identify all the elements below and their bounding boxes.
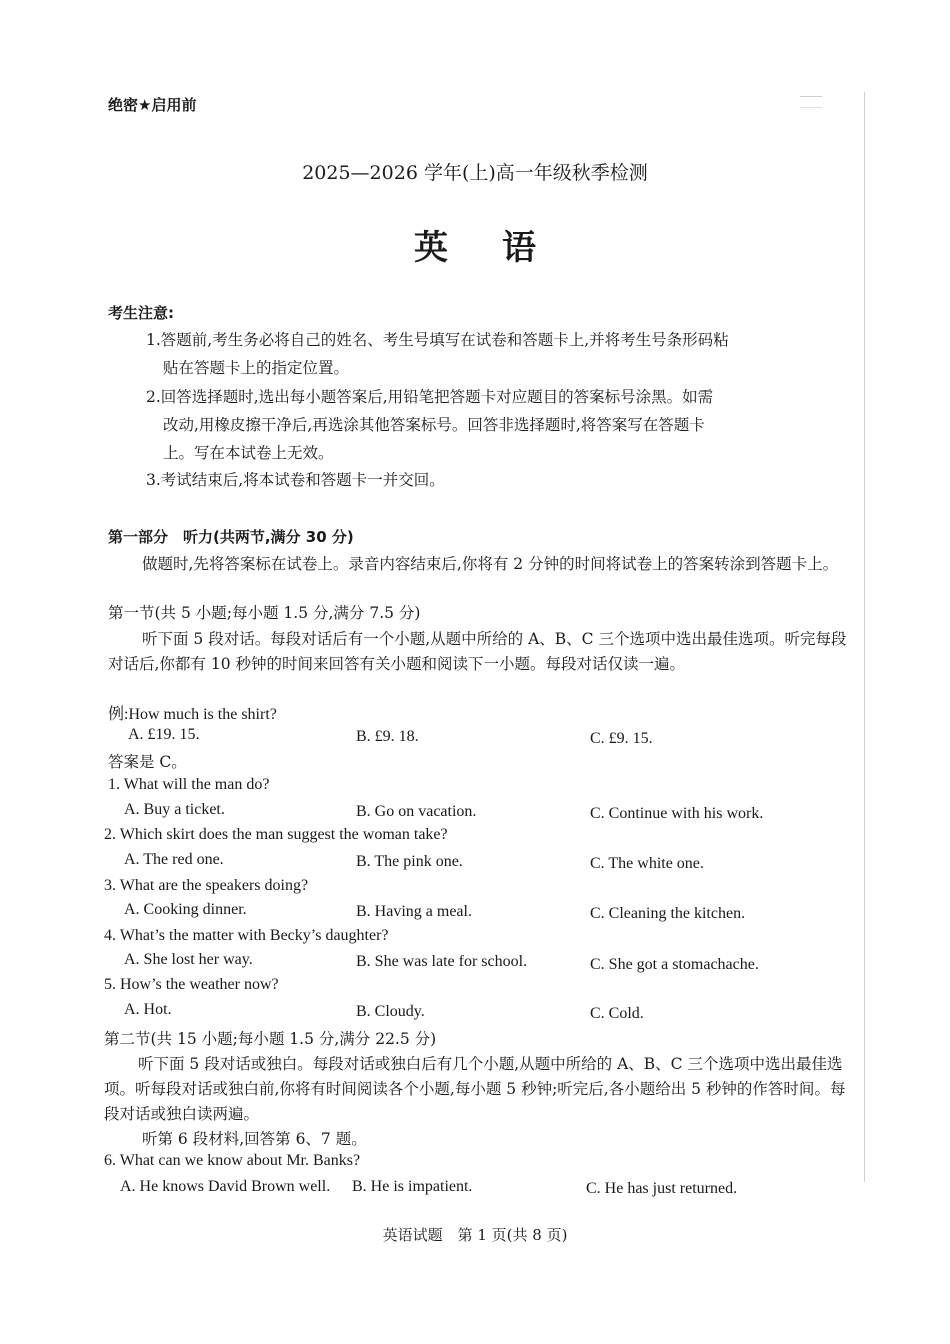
part1-intro: 做题时,先将答案标在试卷上。录音内容结束后,你将有 2 分钟的时间将试卷上的答案转涂到答题卡上。	[142, 555, 839, 573]
section2-heading: 第二节(共 15 小题;每小题 1.5 分,满分 22.5 分)	[104, 1030, 437, 1048]
q2-option-a: A. The red one.	[124, 851, 224, 868]
section2-intro: 听下面 5 段对话或独白。每段对话或独白后有几个小题,从题中所给的 A、B、C 三个选项中选出最佳选项。听每段对话或独白前,你将有时间阅读各个小题,每小题 5 秒钟;听完后,各小题给出 5 秒钟的作答时间。每段对话或独白读两遍。	[104, 1055, 846, 1123]
notice-cont-2: 上。写在本试卷上无效。	[163, 444, 334, 462]
example-option-a: A. £19. 15.	[128, 726, 200, 743]
q4-option-c: C. She got a stomachache.	[590, 956, 759, 973]
q6-option-c: C. He has just returned.	[586, 1180, 738, 1197]
question-3: 3. What are the speakers doing?	[104, 877, 309, 894]
subject-char-2: 语	[502, 228, 536, 268]
question-1: 1. What will the man do?	[108, 776, 270, 793]
notice-cont: 改动,用橡皮擦干净后,再选涂其他答案标号。回答非选择题时,将答案写在答题卡	[163, 416, 705, 434]
notice-num: 3.	[146, 471, 161, 489]
subject-char-1: 英	[414, 228, 448, 268]
q1-option-b: B. Go on vacation.	[356, 803, 477, 820]
notice-num: 1.	[146, 331, 161, 349]
q2-option-b: B. The pink one.	[356, 853, 463, 870]
secret-label: 绝密★启用前	[108, 96, 197, 114]
q1-option-a: A. Buy a ticket.	[124, 801, 225, 818]
question-2: 2. Which skirt does the man suggest the woman take?	[104, 826, 448, 843]
q5-option-c: C. Cold.	[590, 1005, 644, 1022]
q3-option-b: B. Having a meal.	[356, 903, 472, 920]
q4-option-a: A. She lost her way.	[124, 951, 253, 968]
part1-heading: 第一部分 听力(共两节,满分 30 分)	[108, 528, 354, 546]
notice-cont: 贴在答题卡上的指定位置。	[163, 359, 350, 377]
example-question: 例:How much is the shirt?	[108, 706, 277, 723]
notice-item-1	[146, 326, 856, 382]
exam-title: 2025—2026 学年(上)高一年级秋季检测	[302, 162, 648, 184]
notice-item-2	[146, 383, 856, 467]
example-option-c: C. £9. 15.	[590, 730, 653, 747]
notice-text: 回答选择题时,选出每小题答案后,用铅笔把答题卡对应题目的答案标号涂黑。如需	[160, 388, 714, 406]
example-answer: 答案是 C。	[108, 753, 187, 771]
q2-option-c: C. The white one.	[590, 855, 704, 872]
notice-text: 考试结束后,将本试卷和答题卡一并交回。	[160, 471, 445, 489]
section1-heading: 第一节(共 5 小题;每小题 1.5 分,满分 7.5 分)	[108, 604, 421, 622]
material-instruction: 听第 6 段材料,回答第 6、7 题。	[142, 1130, 367, 1148]
notice-heading: 考生注意:	[108, 304, 174, 322]
q5-option-a: A. Hot.	[124, 1001, 172, 1018]
question-4: 4. What’s the matter with Becky’s daughter?	[104, 927, 389, 944]
section1-intro: 听下面 5 段对话。每段对话后有一个小题,从题中所给的 A、B、C 三个选项中选出最佳选项。听完每段对话后,你都有 10 秒钟的时间来回答有关小题和阅读下一小题。每段对话仅读一遍。	[108, 630, 847, 673]
q3-option-c: C. Cleaning the kitchen.	[590, 905, 746, 922]
subject-title	[0, 220, 950, 269]
scan-mark	[800, 96, 822, 108]
q6-option-a: A. He knows David Brown well.	[120, 1178, 331, 1195]
question-6: 6. What can we know about Mr. Banks?	[104, 1152, 361, 1169]
question-5: 5. How’s the weather now?	[104, 976, 279, 993]
page-footer: 英语试题 第 1 页(共 8 页)	[382, 1226, 568, 1244]
notice-num: 2.	[146, 388, 161, 406]
q1-option-c: C. Continue with his work.	[590, 805, 764, 822]
q3-option-a: A. Cooking dinner.	[124, 901, 247, 918]
notice-text: 答题前,考生务必将自己的姓名、考生号填写在试卷和答题卡上,并将考生号条形码粘	[160, 331, 729, 349]
notice-item-3	[146, 466, 856, 494]
example-option-b: B. £9. 18.	[356, 728, 419, 745]
q5-option-b: B. Cloudy.	[356, 1003, 425, 1020]
q4-option-b: B. She was late for school.	[356, 953, 528, 970]
q6-option-b: B. He is impatient.	[352, 1178, 473, 1195]
